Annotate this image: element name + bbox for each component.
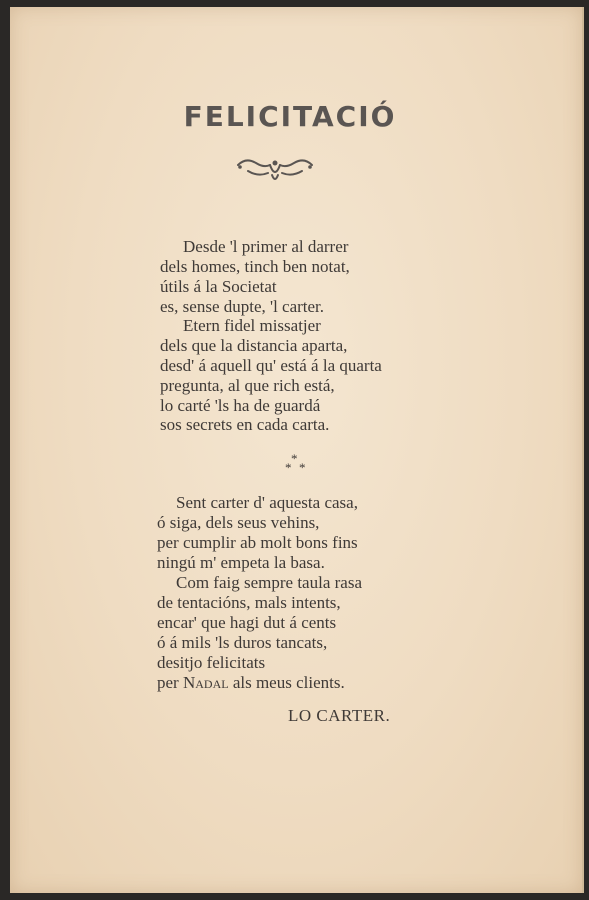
poem-line: encar' que hagi dut á cents: [157, 613, 337, 632]
poem-line: desitjo felicitats: [157, 653, 266, 672]
poem-line: ó á mils 'ls duros tancats,: [157, 633, 328, 652]
poem-line: lo carté 'ls ha de guardá: [160, 396, 321, 415]
last-line-prefix: per: [157, 673, 183, 692]
asterism-star: *: [291, 451, 298, 466]
poem-line: sos secrets en cada carta.: [160, 415, 330, 434]
asterism-star: *: [285, 460, 292, 475]
poem-line: desd' á aquell qu' está á la quarta: [160, 356, 382, 375]
last-line-suffix: als meus clients.: [228, 673, 345, 692]
asterism-star: *: [299, 460, 306, 475]
poem-last-line: [157, 673, 345, 693]
poem-line: Com faig sempre taula rasa: [176, 573, 362, 592]
poem-line: de tentacións, mals intents,: [157, 593, 341, 612]
poem-line: dels homes, tinch ben notat,: [160, 257, 350, 276]
page-title: FELICITACIÓ: [183, 100, 397, 133]
poem-line: Etern fidel missatjer: [183, 316, 321, 335]
signature: LO CARTER.: [288, 706, 391, 725]
poem-line: pregunta, al que rich está,: [160, 376, 335, 395]
poem-line: ningú m' empeta la basa.: [157, 553, 325, 572]
poem-line: Desde 'l primer al darrer: [183, 237, 349, 256]
poem-line: ó siga, dels seus vehins,: [157, 513, 320, 532]
asterism: [276, 451, 316, 477]
poem-line: per cumplir ab molt bons fins: [157, 533, 358, 552]
poem-line: Sent carter d' aquesta casa,: [176, 493, 358, 512]
poem-line: dels que la distancia aparta,: [160, 336, 348, 355]
poem-line: útils á la Societat: [160, 277, 277, 296]
poem-line: es, sense dupte, 'l carter.: [160, 297, 325, 316]
last-line-word: Nadal: [182, 673, 229, 692]
